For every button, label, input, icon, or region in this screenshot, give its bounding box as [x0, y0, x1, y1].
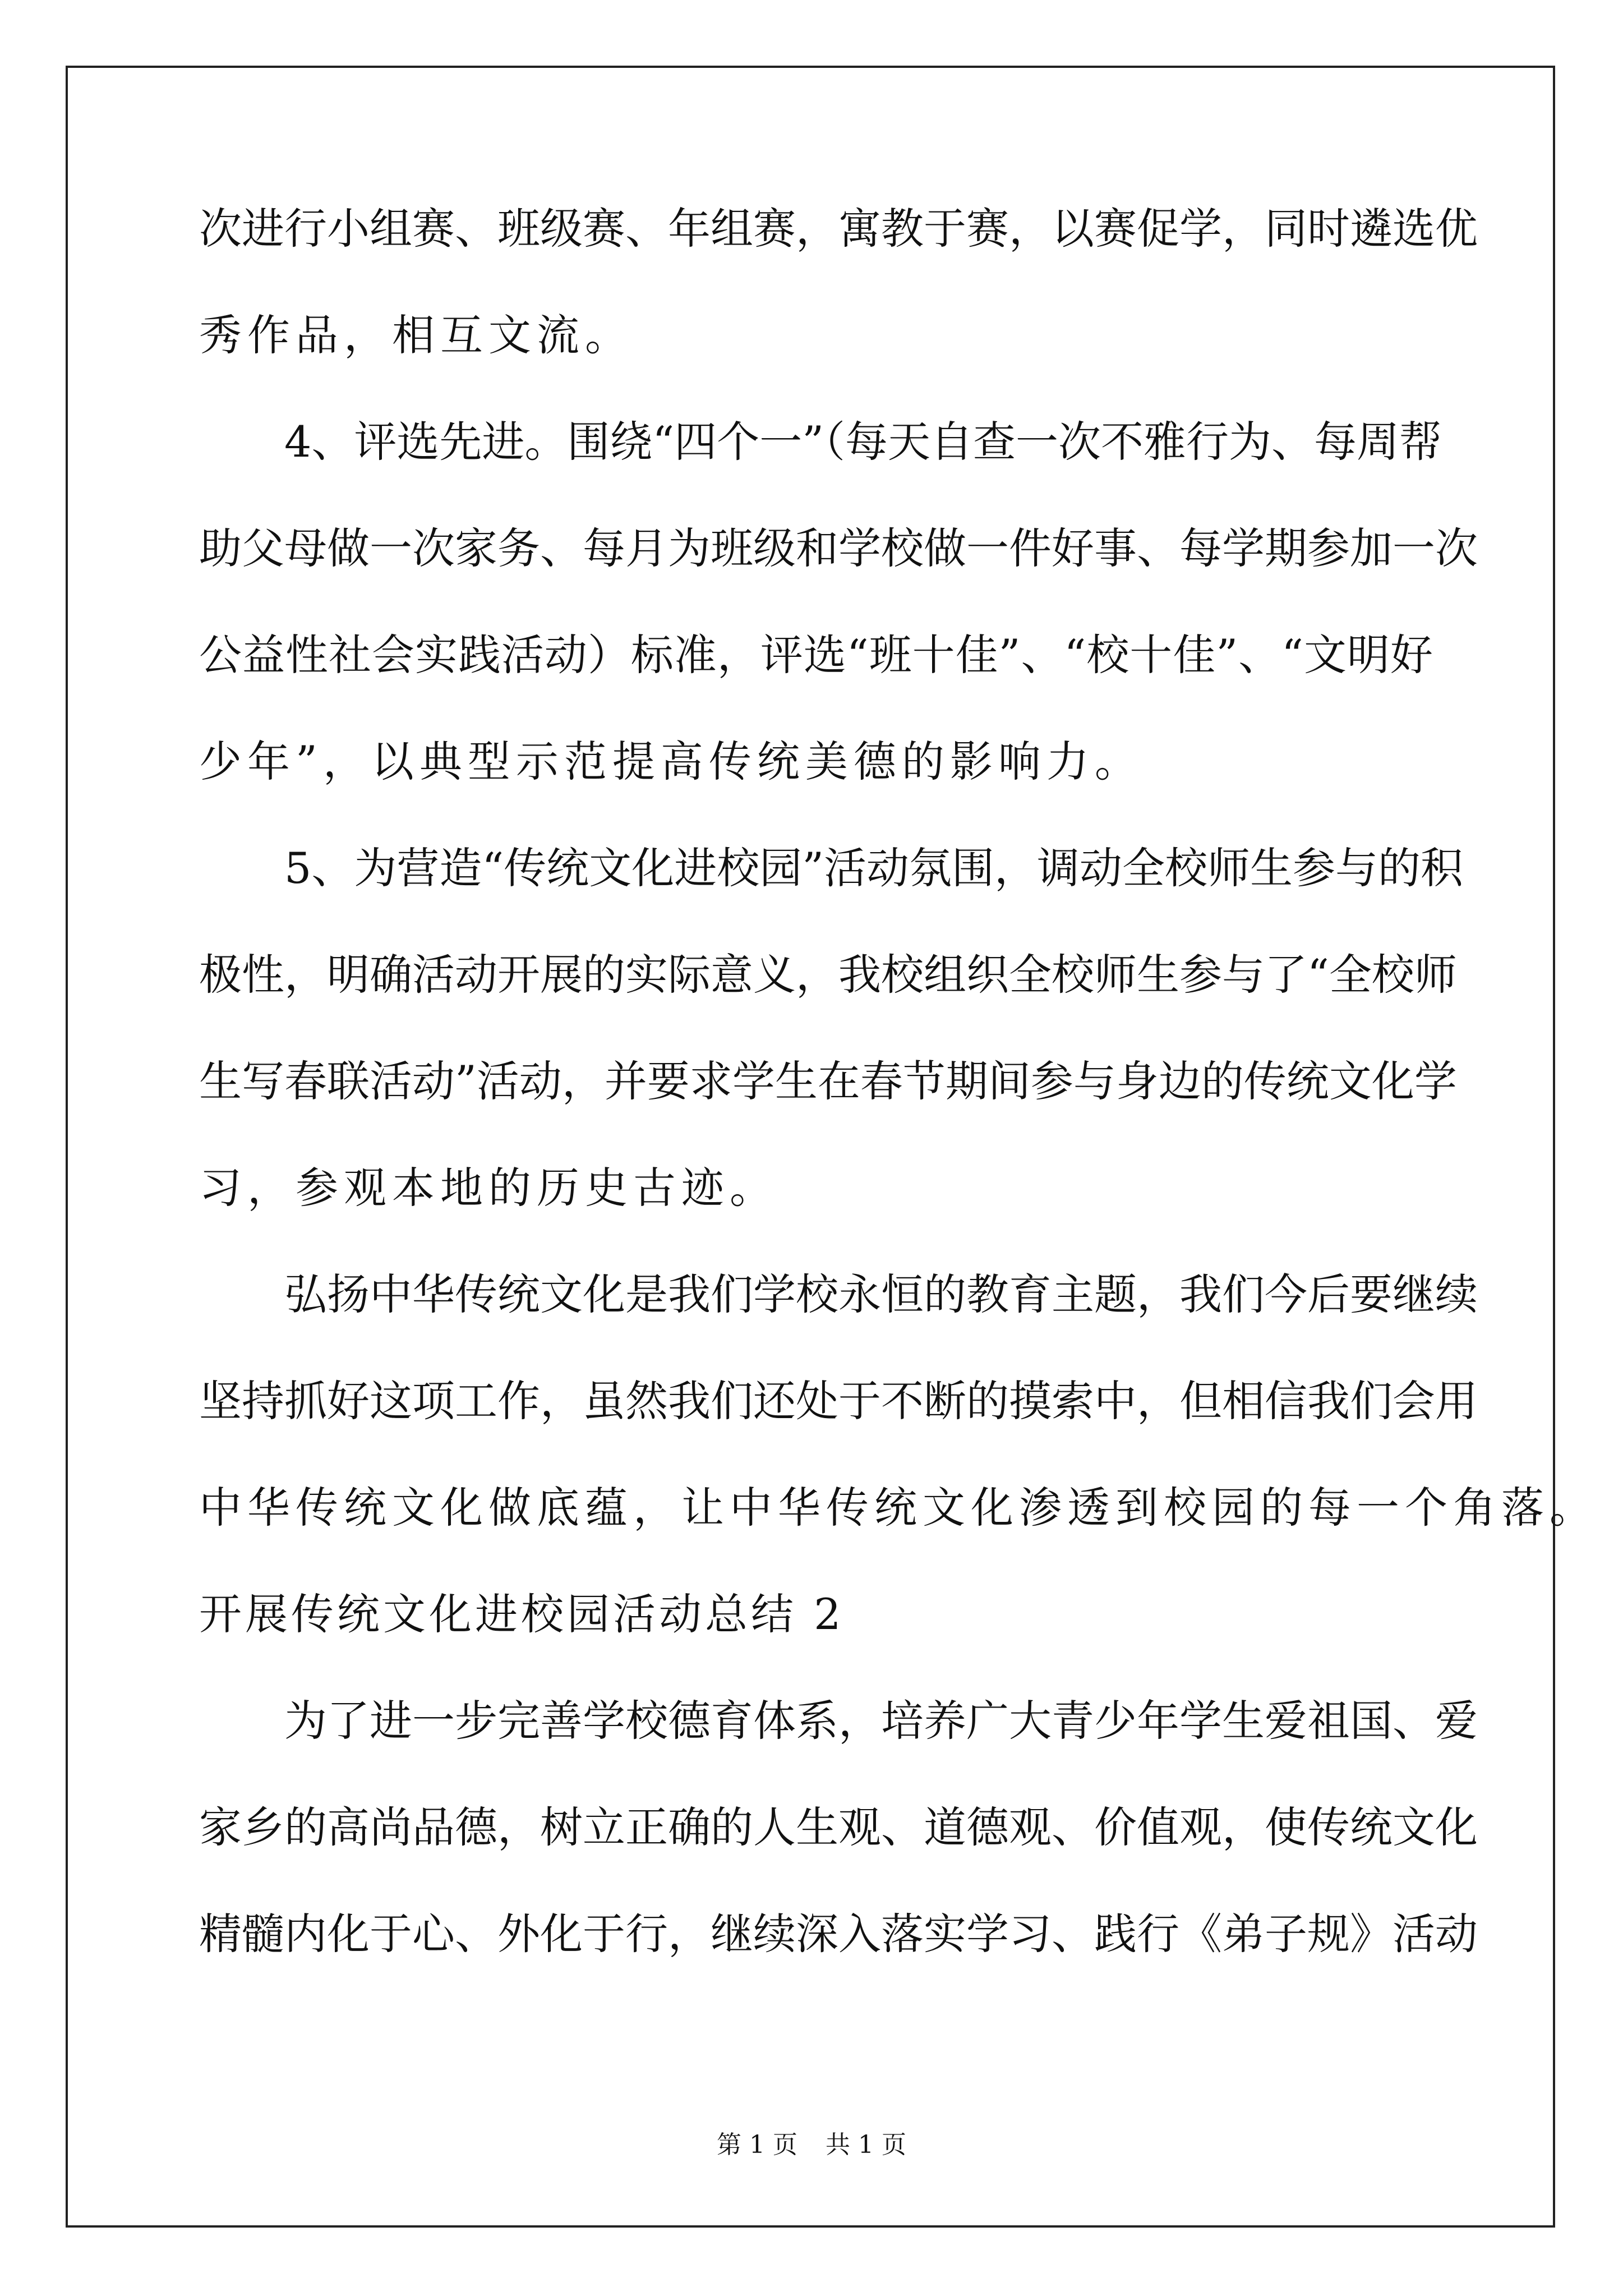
paragraph-line: 家乡的高尚品德，树立正确的人生观、道德观、价值观，使传统文化 — [199, 1802, 1478, 1852]
document-body — [199, 204, 1598, 2019]
paragraph-line: 生写春联活动”活动，并要求学生在春节期间参与身边的传统文化学 — [199, 1056, 1457, 1106]
paragraph-line: 秀作品，相互文流。 — [199, 310, 633, 360]
page-number: 第 1 页 — [717, 2131, 797, 2159]
paragraph-line: 弘扬中华传统文化是我们学校永恒的教育主题，我们今后要继续 — [284, 1269, 1478, 1319]
paragraph-line: 为了进一步完善学校德育体系，培养广大青少年学生爱祖国、爱 — [284, 1696, 1478, 1746]
paragraph-line: 助父母做一次家务、每月为班级和学校做一件好事、每学期参加一次 — [199, 523, 1478, 573]
paragraph-line: 公益性社会实践活动）标准，评选“班十佳”、“校十佳”、“文明好 — [199, 630, 1433, 680]
paragraph-line: 次进行小组赛、班级赛、年组赛，寓教于赛，以赛促学，同时遴选优 — [199, 204, 1478, 254]
paragraph-line: 5、为营造“传统文化进校园”活动氛围，调动全校师生参与的积 — [284, 843, 1464, 893]
paragraph-line: 习，参观本地的历史古迹。 — [199, 1163, 778, 1213]
paragraph-line: 极性，明确活动开展的实际意义，我校组织全校师生参与了“全校师 — [199, 950, 1457, 1000]
paragraph-line: 4、评选先进。围绕“四个一”（每天自查一次不雅行为、每周帮 — [284, 417, 1442, 467]
paragraph-line: 坚持抓好这项工作，虽然我们还处于不断的摸索中，但相信我们会用 — [199, 1376, 1478, 1426]
paragraph-line: 精髓内化于心、外化于行，继续深入落实学习、践行《弟子规》活动 — [199, 1909, 1478, 1959]
page-footer — [0, 2133, 1623, 2157]
paragraph-line: 少年”，以典型示范提高传统美德的影响力。 — [199, 737, 1143, 786]
section-heading: 开展传统文化进校园活动总结 2 — [199, 1589, 845, 1639]
total-pages: 共 1 页 — [826, 2131, 906, 2159]
paragraph-line: 中华传统文化做底蕴，让中华传统文化渗透到校园的每一个角落。 — [199, 1483, 1598, 1533]
